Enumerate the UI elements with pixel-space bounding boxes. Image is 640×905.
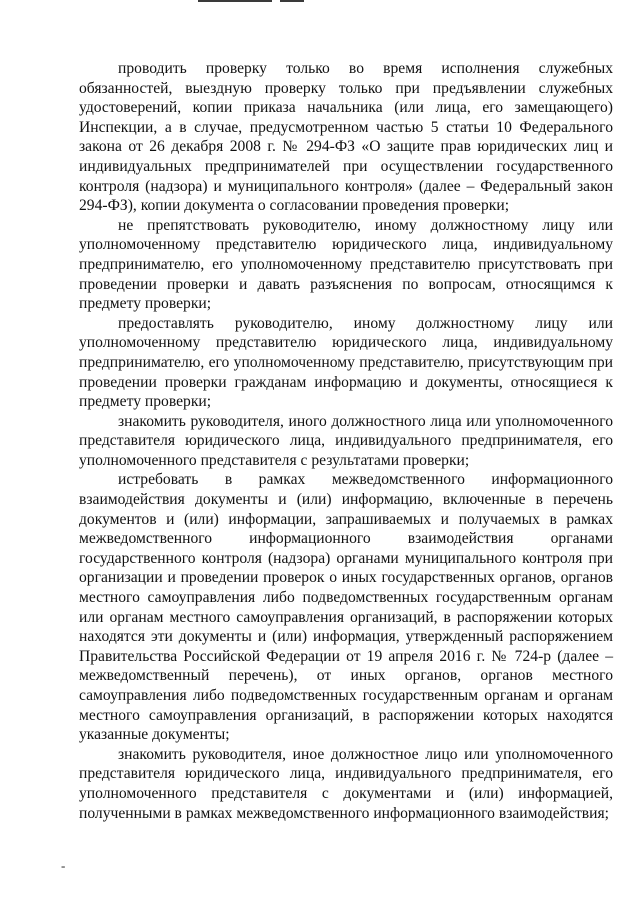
- paragraph-verify-during-duties: проводить проверку только во время исполнения служебных обязанностей, выездную проверку только при предъявлении служебных удостоверений, копии приказа начальника (или лица, его замещающего) Инспекции, а в случае, предусмотренном частью 5 статьи 10 Федерального закона от 26 декабря 2008 г. № 294-ФЗ «О защите прав юридических лиц и индивидуальных предпринимателей при осуществлении государственного контроля (надзора) и муниципального контроля» (далее – Федеральный закон 294-ФЗ), копии документа о согласовании проведения проверки;: [79, 60, 613, 215]
- paragraph-not-obstruct: не препятствовать руководителю, иному должностному лицу или уполномоченному представителю юридического лица, индивидуальному предпринимателю, его уполномоченному представителю присутствовать при проведении проверки и давать разъяснения по вопросам, относящимся к предмету проверки;: [79, 216, 613, 313]
- top-edge-mark: [198, 0, 272, 2]
- top-edge-mark-right: [280, 0, 304, 2]
- paragraph-request-documents: истребовать в рамках межведомственного информационного взаимодействия документы и (или) информацию, включенные в перечень документов и (или) информации, запрашиваемых и получаемых в рамках межведомственного информационного взаимодействия органами государственного контроля (надзора) органами муниципального контроля при организации и проведении проверок о иных государственных органов, органов местного самоуправления либо подведомственных государственным органам или органам местного самоуправления организаций, в распоряжении которых находятся эти документы и (или) информация, утвержденный распоряжением Правительства Российской Федерации от 19 апреля 2016 г. № 724-р (далее – межведомственный перечень), от иных органов, органов местного самоуправления либо подведомственных государственным органам и органам местного самоуправления организаций, в распоряжении которых находятся указанные документы;: [79, 471, 613, 744]
- document-body: [79, 59, 613, 823]
- footer-mark: -: [61, 858, 66, 873]
- paragraph-familiarize-results: знакомить руководителя, иного должностного лица или уполномоченного представителя юридического лица, индивидуального предпринимателя, его уполномоченного представителя с результатами проверки;: [79, 412, 613, 469]
- paragraph-familiarize-documents: знакомить руководителя, иное должностное лицо или уполномоченного представителя юридического лица, индивидуального предпринимателя, его уполномоченного представителя с документами и (или) информацией, полученными в рамках межведомственного информационного взаимодействия;: [79, 745, 613, 822]
- paragraph-provide-information: предоставлять руководителю, иному должностному лицу или уполномоченному представителю юридического лица, индивидуальному предпринимателю, его уполномоченному представителю, присутствующим при проведении проверки гражданам информацию и документы, относящиеся к предмету проверки;: [79, 314, 613, 411]
